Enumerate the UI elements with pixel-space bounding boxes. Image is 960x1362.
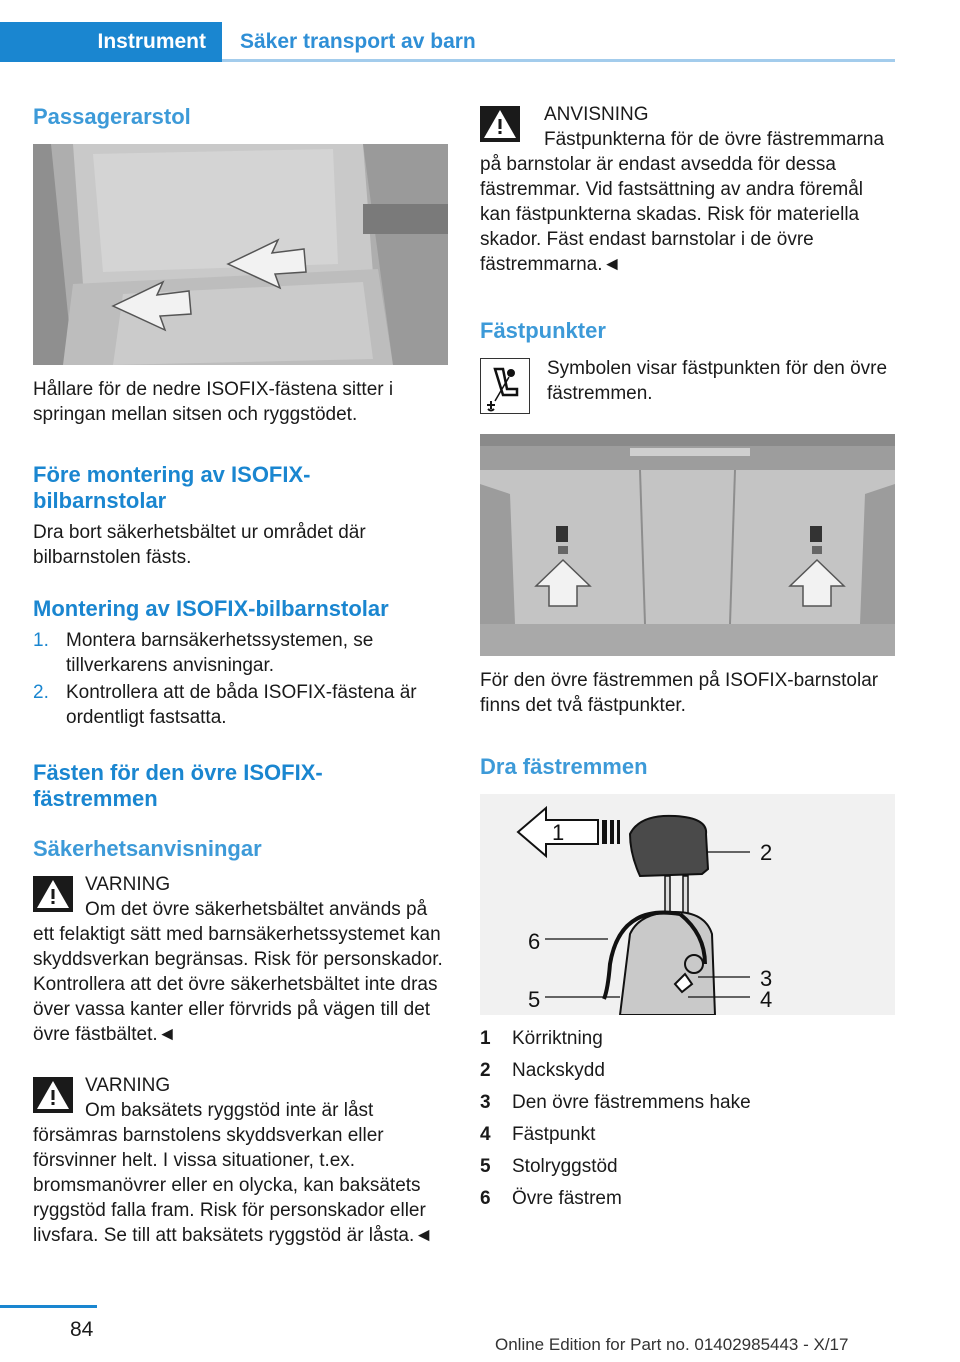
legend-row [480,1183,895,1215]
step-text: Kontrollera att de båda ISOFIX-fästena är ordentligt fastsatta. [66,682,417,728]
diagram-legend [480,1023,895,1215]
legend-text: Övre fästrem [512,1188,622,1209]
legend-number: 1 [480,1028,491,1049]
legend-number: 4 [480,1124,491,1145]
diagram-label-4: 4 [760,987,773,1012]
legend-row [480,1151,895,1183]
legend-number: 2 [480,1060,491,1081]
legend-row [480,1055,895,1087]
diagram-label-6: 6 [528,929,541,954]
footer-rule [0,1305,97,1308]
section-tab: Säker transport av barn [222,22,895,62]
heading-safety: Säkerhetsanvisningar [33,836,262,861]
chapter-tab: Instrument [0,22,222,62]
legend-row [480,1119,895,1151]
notice-block [480,102,895,277]
page-number: 84 [70,1318,94,1341]
page-header [0,22,895,62]
heading-mounting: Montering av ISOFIX-bilbarnstolar [33,596,389,621]
notice-text: Fästpunkterna för de övre fästremmarna på barnstolar är endast avsedda för dessa fästremmar. Vid fastsättning av andra föremål kan fästpunkterna skadas. Risk för materiella skador. Fäst endast barnstolar i de övre fästremmarna.◄ [480,129,885,275]
warning-icon [33,876,73,912]
passenger-seat-photo [33,144,448,365]
anchor-points-text: För den övre fästremmen på ISOFIX-barnstolar finns det två fästpunkter. [480,670,879,716]
warning-icon [33,1077,73,1113]
legend-text: Den övre fästremmens hake [512,1092,751,1113]
legend-row [480,1087,895,1119]
notice-title: ANVISNING [544,104,649,125]
warning-title: VARNING [85,874,171,895]
legend-text: Fästpunkt [512,1124,596,1145]
legend-number: 3 [480,1092,491,1113]
child-seat-anchor-icon [480,358,530,414]
legend-text: Körriktning [512,1028,603,1049]
anchor-points-photo [480,434,895,656]
trunk-illustration [480,434,895,656]
heading-anchor-points: Fästpunkter [480,318,606,343]
symbol-text: Symbolen visar fästpunkten för den övre fästremmen. [547,358,888,404]
passenger-seat-text: Hållare för de nedre ISOFIX-fästena sitter i springan mellan sitsen och ryggstödet. [33,379,394,425]
legend-number: 5 [480,1156,491,1177]
warning-text: Om det övre säkerhetsbältet används på ett felaktigt sätt med barnsäkerhetssystemet kan skyddsverkan begränsas. Risk för personskador. Kontrollera att det övre säkerhetsbältet inte dras över vassa kanter eller förvrids på vägen till det övre fästbältet.◄ [33,899,443,1045]
heading-passenger-seat: Passagerarstol [33,104,191,129]
step-number: 2. [33,682,49,703]
legend-number: 6 [480,1188,491,1209]
header-rule [222,59,895,62]
list-item [33,628,448,680]
warning-title: VARNING [85,1075,171,1096]
diagram-label-3: 3 [760,966,773,991]
step-number: 1. [33,630,49,651]
warning-block-2 [33,1073,448,1248]
step-text: Montera barnsäkerhetssystemen, se tillverkarens anvisningar. [66,630,374,676]
heading-upper-anchors: Fästen för den övre ISOFIX-fästremmen [33,760,323,811]
legend-text: Nackskydd [512,1060,605,1081]
legend-row [480,1023,895,1055]
warning-icon [480,106,520,142]
diagram-label-1: 1 [552,820,565,845]
seat-illustration [33,144,448,365]
edition-note: Online Edition for Part no. 01402985443 - X/17 [495,1335,849,1354]
heading-before-mounting: Före montering av ISOFIX-bilbarnstolar [33,462,311,513]
heading-pull-strap: Dra fästremmen [480,754,648,779]
strap-diagram-svg [480,794,895,1015]
diagram-label-5: 5 [528,987,541,1012]
list-item [33,680,448,730]
before-mounting-text: Dra bort säkerhetsbältet ur området där bilbarnstolen fästs. [33,522,366,568]
warning-text: Om baksätets ryggstöd inte är låst försämras barnstolens skyddsverkan eller försvinner helt. I vissa situationer, t.ex. bromsmanövrer eller en olycka, kan baksätets ryggstöd falla fram. Risk för personskador eller livsfara. Se till att baksätets ryggstöd är låsta.◄ [33,1100,434,1246]
diagram-label-2: 2 [760,840,773,865]
strap-diagram [480,794,895,1015]
anchor-symbol [481,359,529,413]
legend-text: Stolryggstöd [512,1156,618,1177]
warning-block-1 [33,872,448,1047]
mounting-steps [33,628,448,730]
